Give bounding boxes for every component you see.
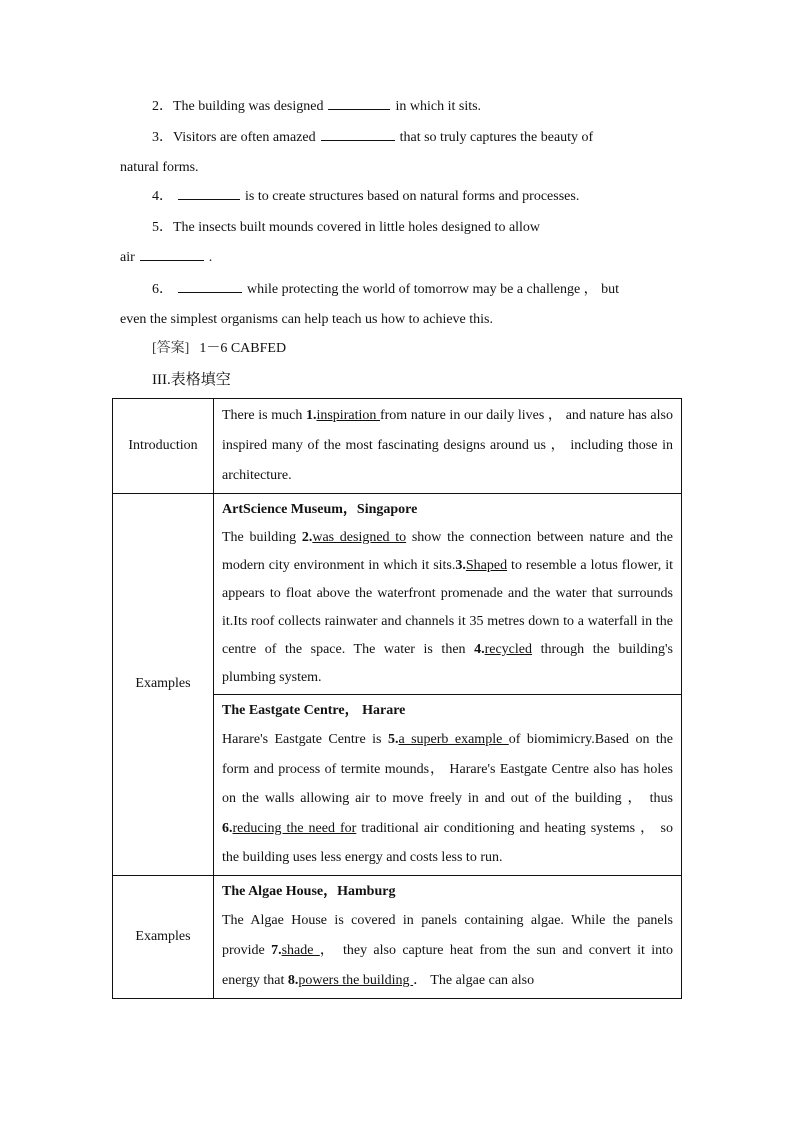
fill-table: [112, 398, 682, 999]
answer-blank: [178, 184, 240, 200]
introduction-cell: There is much 1.inspiration from nature in our daily lives ， and nature has also inspired many of the most fascinating designs around us ， including those in architecture.: [214, 399, 682, 494]
artscience-cell: ArtScience Museum，Singapore The building 2.was designed to show the connection between nature and the modern city environment in which it sits.3.Shaped to resemble a lotus flower, it appears to float above the waterfront promenade and the water that surrounds it.Its roof collects rainwater and channels it 35 metres down to a waterfall in the centre of the space. The water is then 4.recycled through the building's plumbing system.: [214, 494, 682, 695]
row-label-examples: Examples: [113, 875, 214, 998]
artscience-heading: ArtScience Museum，Singapore: [222, 502, 418, 517]
answer-blank: [178, 277, 242, 293]
answer-blank: [328, 94, 390, 110]
question-4: 4． is to create structures based on natural forms and processes.: [120, 182, 673, 212]
table-row-examples-3: [113, 875, 682, 998]
filled-answer-5: a superb example: [398, 732, 509, 747]
row-label-introduction: Introduction: [113, 399, 214, 494]
section-title: III.表格填空: [152, 372, 231, 388]
filled-answer-4: recycled: [484, 642, 533, 657]
filled-answer-3: Shaped: [465, 558, 508, 573]
table-row-introduction: [113, 399, 682, 494]
row-label-examples: Examples: [113, 494, 214, 876]
answer-blank: [140, 245, 204, 261]
algae-cell: The Algae House，Hamburg The Algae House is covered in panels containing algae. While the panels provide 7.shade ， they also capture heat from the sun and convert it into energy that 8.powers the building ． The algae can also: [214, 875, 682, 998]
filled-answer-7: shade: [281, 942, 320, 958]
eastgate-cell: The Eastgate Centre， Harare Harare's Eastgate Centre is 5.a superb example of biomimicry.Based on the form and process of termite mounds， Harare's Eastgate Centre also has holes on the walls allowing air to move freely in and out of the building ， thus 6.reducing the need for traditional air conditioning and heating systems ， so the building uses less energy and costs less to run.: [214, 695, 682, 876]
question-3: 3．Visitors are often amazed that so truly captures the beauty of natural forms.: [120, 123, 673, 183]
question-6: 6． while protecting the world of tomorrow may be a challenge ， but even the simplest organisms can help teach us how to achieve this.: [120, 275, 673, 335]
filled-answer-8: powers the building: [298, 972, 414, 988]
filled-answer-2: was designed to: [312, 530, 407, 545]
answer-blank: [321, 125, 395, 141]
filled-answer-6: reducing the need for: [232, 820, 357, 836]
answer-key: [答案] 1－6 CABFED: [152, 341, 287, 356]
algae-heading: The Algae House，Hamburg: [222, 883, 396, 899]
table-row-examples-1: [113, 494, 682, 695]
question-2: 2．The building was designed in which it sits.: [120, 92, 673, 122]
question-5: 5．The insects built mounds covered in little holes designed to allow air .: [120, 220, 541, 265]
filled-answer-1: inspiration: [316, 408, 380, 423]
eastgate-heading: The Eastgate Centre， Harare: [222, 703, 406, 718]
